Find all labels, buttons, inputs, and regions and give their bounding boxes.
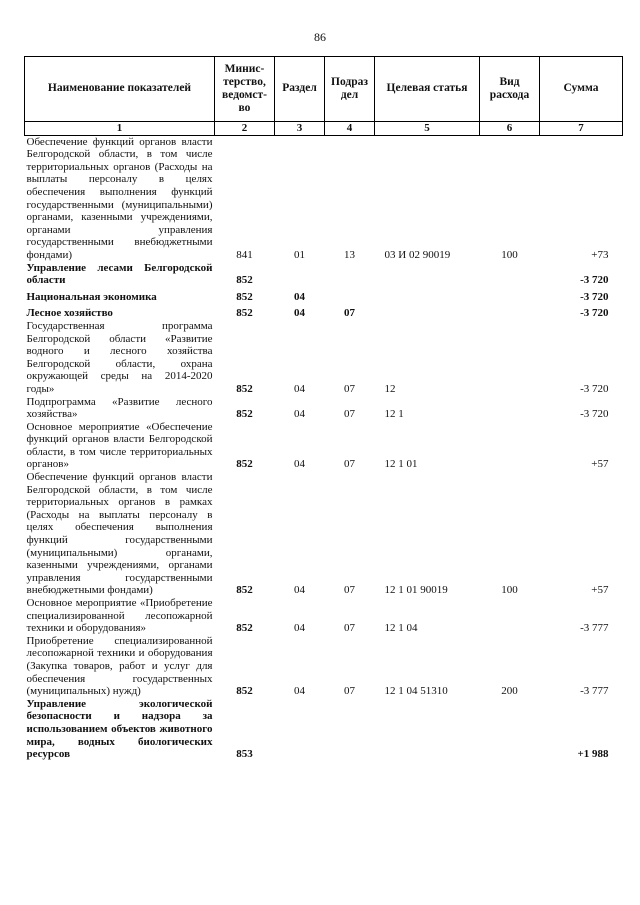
row-sum: -3 777: [580, 685, 609, 698]
col-number: 1: [25, 122, 215, 136]
col-number: 4: [325, 122, 375, 136]
col-number: 5: [375, 122, 480, 136]
table-row: [25, 471, 623, 597]
row-ministry: 852: [236, 408, 253, 421]
row-name: Управление экологической безопасности и надзора за использованием объектов животного мира, водных биологических ресурсов: [26, 697, 213, 761]
table-row: [25, 135, 623, 261]
row-target: 12 1: [384, 408, 404, 421]
row-sum: +57: [591, 458, 609, 471]
row-subsection: 07: [344, 458, 355, 471]
row-subsection: 07: [344, 685, 355, 698]
row-ministry: 852: [236, 290, 253, 303]
col-number: 2: [215, 122, 275, 136]
header-subsection: Подраз дел: [325, 57, 375, 122]
row-exptype: 100: [501, 248, 518, 261]
row-section: 04: [294, 458, 305, 471]
row-exptype: [480, 396, 540, 421]
col-number: 7: [540, 122, 623, 136]
row-sum: -3 720: [580, 290, 609, 303]
row-name: Обеспечение функций органов власти Белгородской области, в том числе территориальных органов в рамках (Расходы на выплаты персоналу в целях обеспечения выполнения функций государственными (муниципальными) органами, казенными учреждениями, органами управления государственными внебюджетными фондами): [26, 471, 213, 597]
row-sum: -3 720: [580, 382, 609, 395]
row-ministry: 852: [236, 458, 253, 471]
header-ministry: Минис-терство, ведомст-во: [215, 57, 275, 122]
row-section: 01: [294, 248, 305, 261]
row-section: 04: [294, 290, 305, 303]
row-sum: -3 777: [580, 622, 609, 635]
header-section: Раздел: [275, 57, 325, 122]
table-row: [25, 635, 623, 698]
col-number: 6: [480, 122, 540, 136]
row-ministry: 852: [236, 622, 253, 635]
row-name: Подпрограмма «Развитие лесного хозяйства»: [26, 395, 213, 421]
row-sum: +57: [591, 584, 609, 597]
row-target: [375, 303, 480, 320]
row-ministry: 852: [236, 307, 253, 320]
row-target: [375, 262, 480, 287]
header-sum: Сумма: [540, 57, 623, 122]
row-section: 04: [294, 622, 305, 635]
row-sum: -3 720: [580, 307, 609, 320]
header-exptype: Вид расхода: [480, 57, 540, 122]
table-row: [25, 396, 623, 421]
row-exptype: [480, 320, 540, 396]
row-ministry: 841: [236, 248, 253, 261]
row-sum: +1 988: [577, 748, 609, 761]
row-section: 04: [294, 408, 305, 421]
table-row: [25, 421, 623, 471]
row-target: 12: [384, 382, 396, 395]
table-row: [25, 287, 623, 304]
row-target: [375, 287, 480, 304]
col-number: 3: [275, 122, 325, 136]
row-name: Обеспечение функций органов власти Белгородской области, в том числе территориальных органов (Расходы на выплаты персоналу в целях обеспечения выполнения функций государственными (муниципальными) органами, казенными учреждениями, органами управления государственными внебюджетными фондами): [26, 135, 213, 261]
row-subsection: 13: [344, 248, 355, 261]
table-row: [25, 597, 623, 635]
row-exptype: [480, 287, 540, 304]
row-section: [275, 698, 325, 761]
row-name: Государственная программа Белгородской области «Развитие водного и лесного хозяйства Белгородской области, охрана окружающей среды на 2014-2020 годы»: [26, 319, 213, 395]
row-name: Лесное хозяйство: [26, 307, 113, 320]
header-row: [25, 57, 623, 122]
row-subsection: 07: [344, 408, 355, 421]
row-name: Управление лесами Белгородской области: [26, 261, 213, 287]
table-row: [25, 320, 623, 396]
row-subsection: 07: [344, 382, 355, 395]
row-subsection: [325, 698, 375, 761]
header-name: Наименование показателей: [25, 57, 215, 122]
row-exptype: [480, 303, 540, 320]
row-sum: -3 720: [580, 408, 609, 421]
row-name: Приобретение специализированной лесопожарной техники и оборудования (Закупка товаров, работ и услуг для обеспечения государственных (муниципальных) нужд): [26, 634, 213, 698]
row-name: Основное мероприятие «Приобретение специализированной лесопожарной техники и оборудования»: [26, 597, 213, 635]
row-exptype: 200: [501, 685, 518, 698]
row-target: 12 1 01 90019: [384, 584, 448, 597]
row-ministry: 853: [236, 748, 253, 761]
row-name: Основное мероприятие «Обеспечение функций органов власти Белгородской области, в том числе территориальных органов»: [26, 420, 213, 471]
header-target: Целевая статья: [375, 57, 480, 122]
row-section: 04: [294, 382, 305, 395]
row-sum: -3 720: [580, 274, 609, 287]
row-ministry: 852: [236, 685, 253, 698]
page-number: 86: [314, 30, 326, 44]
row-subsection: 07: [344, 307, 355, 320]
table-row: [25, 262, 623, 287]
row-target: 12 1 04 51310: [384, 685, 448, 698]
row-subsection: 07: [344, 622, 355, 635]
row-ministry: 852: [236, 584, 253, 597]
row-section: 04: [294, 584, 305, 597]
row-exptype: [480, 421, 540, 471]
table-row: [25, 303, 623, 320]
column-number-row: [25, 122, 623, 136]
row-section: 04: [294, 307, 305, 320]
row-ministry: 852: [236, 382, 253, 395]
row-target: 12 1 04: [384, 622, 418, 635]
row-target: [375, 698, 480, 761]
row-name: Национальная экономика: [26, 290, 157, 303]
row-subsection: 07: [344, 584, 355, 597]
row-target: 12 1 01: [384, 458, 418, 471]
row-exptype: [480, 597, 540, 635]
row-subsection: [325, 287, 375, 304]
row-exptype: 100: [501, 584, 518, 597]
table-row: [25, 698, 623, 761]
row-target: 03 И 02 90019: [384, 248, 451, 261]
row-subsection: [325, 262, 375, 287]
budget-table: [24, 56, 623, 761]
row-exptype: [480, 698, 540, 761]
row-ministry: 852: [236, 274, 253, 287]
row-exptype: [480, 262, 540, 287]
row-section: 04: [294, 685, 305, 698]
row-section: [275, 262, 325, 287]
row-sum: +73: [591, 248, 609, 261]
